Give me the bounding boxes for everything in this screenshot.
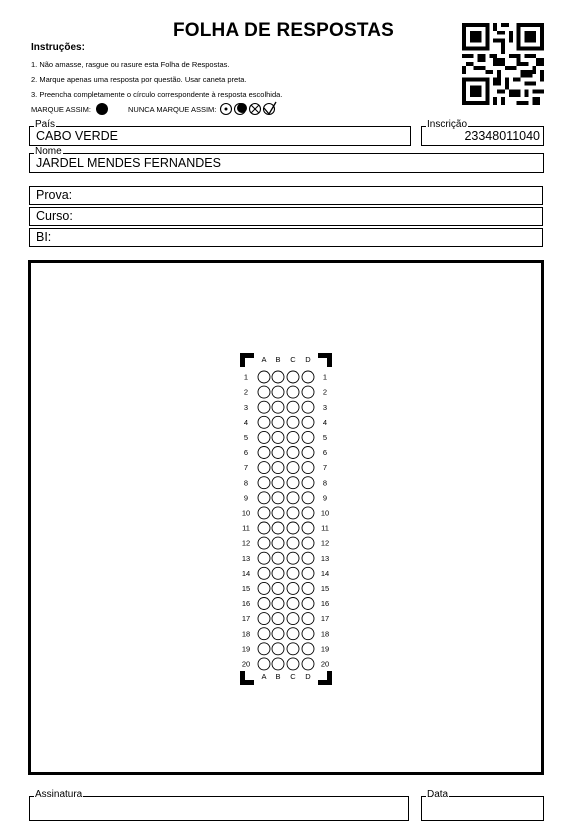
corner-mark-bottom-left xyxy=(240,671,254,685)
question-number-left: 11 xyxy=(242,523,250,533)
bi-field[interactable]: BI: xyxy=(29,228,543,247)
answer-bubble-13-A[interactable] xyxy=(258,552,270,564)
curso-field[interactable]: Curso: xyxy=(29,207,543,226)
answer-bubble-11-C[interactable] xyxy=(287,522,299,534)
answer-bubble-12-B[interactable] xyxy=(272,537,284,549)
question-number-right: 10 xyxy=(320,508,330,518)
answer-bubble-12-A[interactable] xyxy=(258,537,270,549)
answer-bubble-11-B[interactable] xyxy=(272,522,284,534)
answer-bubble-15-B[interactable] xyxy=(272,582,284,594)
question-number-left: 17 xyxy=(241,614,251,624)
answer-bubble-15-D[interactable] xyxy=(302,582,314,594)
answer-bubble-12-C[interactable] xyxy=(287,537,299,549)
answer-bubble-14-D[interactable] xyxy=(302,567,314,579)
question-number-right: 12 xyxy=(320,538,330,548)
answer-bubble-16-D[interactable] xyxy=(302,598,314,610)
pais-label: País xyxy=(35,119,56,130)
question-number-left: 12 xyxy=(241,538,251,548)
corner-mark-top-left xyxy=(240,353,254,367)
answer-bubble-4-B[interactable] xyxy=(272,416,284,428)
question-number-left: 19 xyxy=(241,644,251,654)
mark-wrong-label: NUNCA MARQUE ASSIM: xyxy=(128,104,217,114)
answer-bubble-8-B[interactable] xyxy=(272,477,284,489)
answer-bubble-7-C[interactable] xyxy=(287,462,299,474)
question-number-left: 4 xyxy=(243,417,249,427)
question-number-left: 2 xyxy=(243,387,249,397)
question-number-right: 3 xyxy=(322,402,328,412)
question-number-right: 5 xyxy=(322,433,328,442)
answer-bubble-8-D[interactable] xyxy=(302,477,314,489)
answer-bubble-3-A[interactable] xyxy=(258,401,270,413)
option-footer-D: D xyxy=(305,672,311,681)
option-header-D: D xyxy=(305,355,311,364)
inscricao-field[interactable] xyxy=(421,119,544,146)
answer-bubble-11-D[interactable] xyxy=(302,522,314,534)
answer-bubble-13-B[interactable] xyxy=(272,552,284,564)
instruction-2: 2. Marque apenas uma resposta por questão. Usar caneta preta. xyxy=(31,75,247,84)
prova-field[interactable]: Prova: xyxy=(29,186,543,205)
question-number-right: 20 xyxy=(320,659,330,669)
answer-bubble-9-A[interactable] xyxy=(258,492,270,504)
answer-bubble-16-B[interactable] xyxy=(272,598,284,610)
option-header-C: C xyxy=(290,355,296,364)
question-number-right: 18 xyxy=(320,629,330,639)
qr-code-icon xyxy=(462,23,544,105)
answer-bubble-15-A[interactable] xyxy=(258,582,270,594)
answer-bubble-19-C[interactable] xyxy=(287,643,299,655)
answer-bubble-13-C[interactable] xyxy=(287,552,299,564)
answer-bubble-17-C[interactable] xyxy=(287,613,299,625)
answer-bubble-9-C[interactable] xyxy=(287,492,299,504)
answer-bubble-10-D[interactable] xyxy=(302,507,314,519)
answer-bubble-18-C[interactable] xyxy=(287,628,299,640)
answer-bubble-18-A[interactable] xyxy=(258,628,270,640)
inscricao-value: 23348011040 xyxy=(464,129,540,143)
answer-bubble-3-C[interactable] xyxy=(287,401,299,413)
answer-bubble-2-C[interactable] xyxy=(287,386,299,398)
answer-bubble-8-A[interactable] xyxy=(258,477,270,489)
answer-bubble-20-C[interactable] xyxy=(287,658,299,670)
answer-bubble-1-D[interactable] xyxy=(302,371,314,383)
question-number-right: 16 xyxy=(320,599,330,609)
question-number-right: 13 xyxy=(320,553,330,563)
question-number-left: 1 xyxy=(243,372,249,382)
answer-bubble-20-D[interactable] xyxy=(302,658,314,670)
answer-bubble-18-D[interactable] xyxy=(302,628,314,640)
answer-bubble-11-A[interactable] xyxy=(258,522,270,534)
option-footer-C: C xyxy=(290,672,296,681)
pais-value: CABO VERDE xyxy=(36,129,118,143)
answer-bubble-16-C[interactable] xyxy=(287,598,299,610)
question-number-left: 15 xyxy=(241,584,251,593)
question-number-right: 17 xyxy=(320,614,330,624)
question-number-left: 6 xyxy=(243,448,249,458)
answer-bubble-6-B[interactable] xyxy=(272,447,284,459)
answer-bubble-2-B[interactable] xyxy=(272,386,284,398)
answer-bubble-4-A[interactable] xyxy=(258,416,270,428)
question-number-left: 20 xyxy=(241,659,251,669)
answer-bubble-20-B[interactable] xyxy=(272,658,284,670)
answer-bubble-10-B[interactable] xyxy=(272,507,284,519)
question-number-left: 3 xyxy=(243,402,249,412)
question-number-right: 2 xyxy=(322,387,328,397)
mark-correct-label: MARQUE ASSIM: xyxy=(31,104,92,114)
instructions-title: Instruções: xyxy=(31,42,85,53)
inscricao-label: Inscrição xyxy=(427,119,468,130)
answer-bubble-18-B[interactable] xyxy=(272,628,284,640)
option-footer-B: B xyxy=(275,672,281,681)
answer-grid xyxy=(236,350,336,690)
answer-bubble-7-D[interactable] xyxy=(302,462,314,474)
answer-bubble-4-C[interactable] xyxy=(287,416,299,428)
assinatura-label: Assinatura xyxy=(35,789,83,800)
answer-bubble-10-C[interactable] xyxy=(287,507,299,519)
question-number-right: 7 xyxy=(322,463,328,473)
answer-bubble-1-B[interactable] xyxy=(272,371,284,383)
nome-field[interactable] xyxy=(29,146,544,173)
answer-bubble-2-D[interactable] xyxy=(302,386,314,398)
answer-bubble-16-A[interactable] xyxy=(258,598,270,610)
answer-bubble-17-D[interactable] xyxy=(302,613,314,625)
answer-bubble-8-C[interactable] xyxy=(287,477,299,489)
question-number-right: 9 xyxy=(322,493,328,503)
answer-bubble-9-B[interactable] xyxy=(272,492,284,504)
question-number-left: 9 xyxy=(243,493,249,503)
answer-bubble-5-D[interactable] xyxy=(302,431,314,443)
answer-bubble-5-B[interactable] xyxy=(272,431,284,443)
question-number-left: 8 xyxy=(243,478,249,488)
question-number-right: 4 xyxy=(322,417,328,427)
answer-bubble-3-B[interactable] xyxy=(272,401,284,413)
instruction-3: 3. Preencha completamente o círculo correspondente à resposta escolhida. xyxy=(31,90,283,99)
question-number-left: 5 xyxy=(243,433,249,442)
pais-field[interactable] xyxy=(29,119,411,146)
answer-bubble-14-A[interactable] xyxy=(258,567,270,579)
answer-bubble-19-A[interactable] xyxy=(258,643,270,655)
sheet-title: FOLHA DE RESPOSTAS xyxy=(172,20,395,41)
question-number-left: 7 xyxy=(243,463,249,473)
answer-bubble-19-B[interactable] xyxy=(272,643,284,655)
nome-label: Nome xyxy=(35,146,62,157)
question-number-left: 13 xyxy=(241,553,251,563)
answer-bubble-7-A[interactable] xyxy=(258,462,270,474)
answer-bubble-4-D[interactable] xyxy=(302,416,314,428)
answer-bubble-17-A[interactable] xyxy=(258,613,270,625)
data-field[interactable] xyxy=(421,789,544,821)
answer-bubble-15-C[interactable] xyxy=(287,582,299,594)
answer-bubble-6-C[interactable] xyxy=(287,447,299,459)
answer-bubble-5-C[interactable] xyxy=(287,431,299,443)
answer-bubble-14-B[interactable] xyxy=(272,567,284,579)
question-number-right: 6 xyxy=(322,448,328,458)
marking-examples xyxy=(31,101,289,117)
question-number-right: 11 xyxy=(321,523,329,533)
question-number-right: 19 xyxy=(320,644,330,654)
answer-bubble-12-D[interactable] xyxy=(302,537,314,549)
question-number-left: 16 xyxy=(241,599,251,609)
answer-bubble-6-A[interactable] xyxy=(258,447,270,459)
question-number-left: 18 xyxy=(241,629,251,639)
option-header-A: A xyxy=(261,355,267,364)
answer-bubble-19-D[interactable] xyxy=(302,643,314,655)
question-number-right: 15 xyxy=(320,584,330,593)
answer-bubble-6-D[interactable] xyxy=(302,447,314,459)
question-number-right: 14 xyxy=(320,568,330,578)
question-number-right: 1 xyxy=(322,372,328,382)
instruction-1: 1. Não amasse, rasgue ou rasure esta Folha de Respostas. xyxy=(31,60,230,69)
wrong-marks-icon xyxy=(219,101,289,117)
answer-bubble-13-D[interactable] xyxy=(302,552,314,564)
option-header-B: B xyxy=(275,355,281,364)
option-footer-A: A xyxy=(261,672,267,681)
nome-value: JARDEL MENDES FERNANDES xyxy=(36,156,221,170)
question-number-right: 8 xyxy=(322,478,328,488)
answer-bubble-20-A[interactable] xyxy=(258,658,270,670)
assinatura-field[interactable] xyxy=(29,789,409,821)
answer-bubble-3-D[interactable] xyxy=(302,401,314,413)
answer-bubble-2-A[interactable] xyxy=(258,386,270,398)
answer-bubble-17-B[interactable] xyxy=(272,613,284,625)
question-number-left: 14 xyxy=(241,568,251,578)
data-label: Data xyxy=(427,789,449,800)
answer-bubble-10-A[interactable] xyxy=(258,507,270,519)
answer-bubble-1-A[interactable] xyxy=(258,371,270,383)
corner-mark-bottom-right xyxy=(318,671,332,685)
corner-mark-top-right xyxy=(318,353,332,367)
answer-bubble-7-B[interactable] xyxy=(272,462,284,474)
answer-bubble-5-A[interactable] xyxy=(258,431,270,443)
question-number-left: 10 xyxy=(241,508,251,518)
answer-bubble-14-C[interactable] xyxy=(287,567,299,579)
answer-bubble-1-C[interactable] xyxy=(287,371,299,383)
filled-circle-icon xyxy=(94,102,110,116)
answer-bubble-9-D[interactable] xyxy=(302,492,314,504)
